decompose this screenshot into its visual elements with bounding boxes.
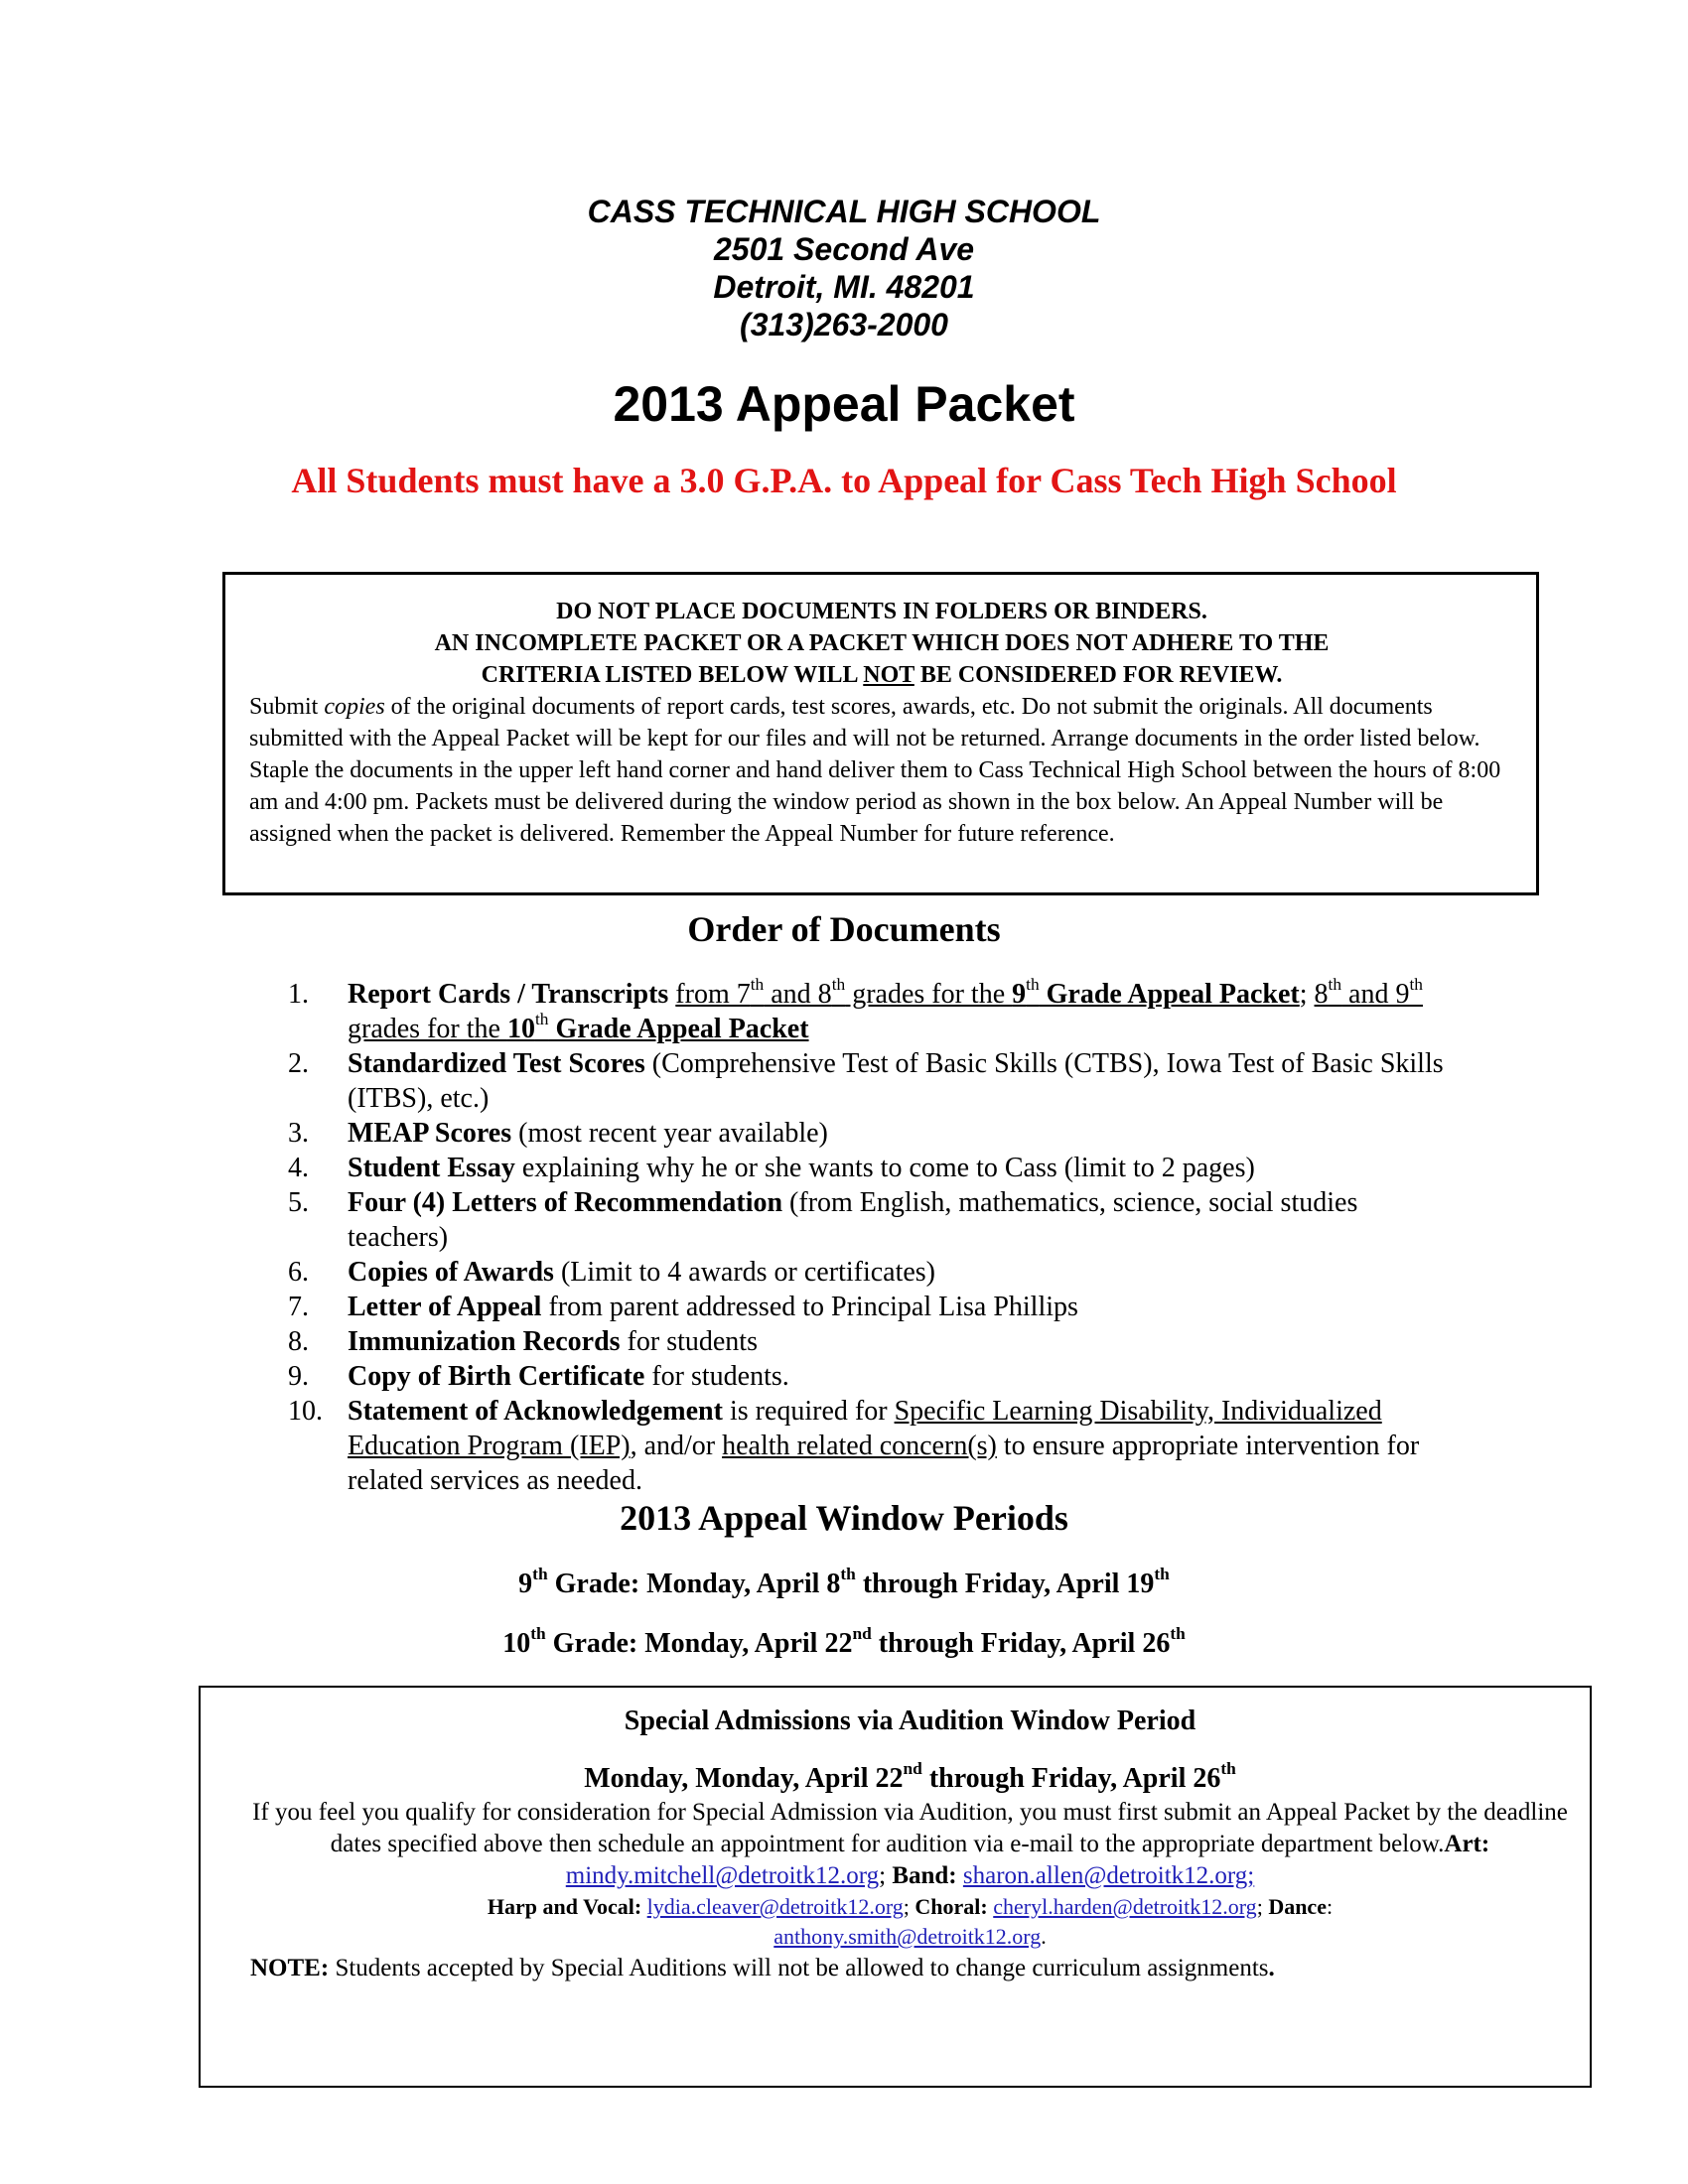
item-text: (Limit to 4 awards or certificates) — [553, 1257, 936, 1288]
list-item — [288, 1324, 1460, 1359]
choral-email-link[interactable]: cheryl.harden@detroitk12.org — [993, 1894, 1257, 1919]
item-text: (from English, mathematics, science, social studies teachers) — [348, 1187, 1358, 1253]
text: grades for the — [348, 1014, 507, 1044]
note-end: . — [1268, 1955, 1275, 1981]
grade9-window — [0, 1567, 1688, 1602]
text: from 7 — [675, 979, 751, 1010]
item-title: MEAP Scores — [348, 1118, 512, 1149]
item-number: 6. — [288, 1257, 309, 1288]
text: and 9 — [1341, 979, 1410, 1010]
band-label: Band: — [892, 1862, 957, 1889]
item-text: for students. — [644, 1361, 789, 1392]
art-label: Art: — [1444, 1831, 1490, 1857]
item-text: (Comprehensive Test of Basic Skills (CTBS), Iowa Test of Basic Skills (ITBS), etc.) — [348, 1048, 1444, 1114]
item-text: is required for — [722, 1396, 895, 1427]
list-item — [288, 1046, 1460, 1116]
item-underlined: health related concern(s) — [722, 1431, 997, 1461]
page-title: 2013 Appeal Packet — [613, 376, 1075, 432]
bold: 10 — [506, 1014, 535, 1044]
text: 9 — [518, 1569, 533, 1599]
item-number: 10. — [288, 1396, 323, 1427]
note-label: NOTE: — [250, 1955, 330, 1981]
item-title: Student Essay — [348, 1153, 515, 1183]
list-item — [288, 1151, 1460, 1185]
item-title: Letter of Appeal — [348, 1292, 542, 1322]
gpa-requirement: All Students must have a 3.0 G.P.A. to Appeal for Cass Tech High School — [291, 461, 1397, 500]
list-item — [288, 1116, 1460, 1151]
text: 8 — [1314, 979, 1329, 1010]
sup: th — [1328, 975, 1342, 995]
list-item — [288, 1290, 1460, 1324]
text: 10 — [502, 1628, 531, 1659]
warning-text-a: CRITERIA LISTED BELOW WILL — [481, 662, 864, 688]
item-number: 2. — [288, 1048, 309, 1079]
warning-line-1: DO NOT PLACE DOCUMENTS IN FOLDERS OR BINDERS. — [556, 599, 1207, 624]
band-email-link[interactable]: sharon.allen@detroitk12.org; — [962, 1862, 1255, 1889]
body-text-b: of the original documents of report cards, test scores, awards, etc. Do not submit the originals. All documents submitted with the Appeal Packet will be kept for our files and will not be returned. Arrange documents in the order listed below. Staple the documents in the upper left hand corner and hand deliver them to Cass Technical High School between the hours of 8:00 am and 4:00 pm. Packets must be delivered during the window period as shown in the box below. An Appeal Number will be assigned when the packet is delivered. Remember the Appeal Number for future reference. — [249, 694, 1501, 847]
sup: th — [1220, 1759, 1236, 1779]
school-name: CASS TECHNICAL HIGH SCHOOL — [587, 194, 1101, 229]
text: If you feel you qualify for consideration for Special Admission via Audition, you must first submit an Appeal Packet by the deadline dates specified above then schedule an appointment for audition via e-mail to the appropriate department below. — [252, 1799, 1568, 1857]
item-title: Copy of Birth Certificate — [348, 1361, 645, 1392]
school-phone: (313)263-2000 — [740, 307, 948, 342]
text: and 8 — [764, 979, 832, 1010]
warning-line-2: AN INCOMPLETE PACKET OR A PACKET WHICH DOES NOT ADHERE TO THE — [434, 630, 1330, 656]
audition-contacts: Harp and Vocal: lydia.cleaver@detroitk12.org; Choral: cheryl.harden@detroitk12.org; Dance: anthony.smith@detroitk12.org. — [487, 1894, 1334, 1949]
item-number: 9. — [288, 1361, 309, 1392]
item-text: explaining why he or she wants to come to Cass (limit to 2 pages) — [514, 1153, 1255, 1183]
list-item — [288, 1359, 1460, 1394]
dance-label: Dance — [1268, 1894, 1327, 1919]
school-city: Detroit, MI. 48201 — [713, 269, 975, 305]
audition-box — [199, 1686, 1592, 2088]
text: ; — [1299, 979, 1315, 1010]
list-item — [288, 1394, 1460, 1498]
art-email-link[interactable]: mindy.mitchell@detroitk12.org — [565, 1862, 880, 1889]
harp-email-link[interactable]: lydia.cleaver@detroitk12.org — [646, 1894, 904, 1919]
sup: th — [1026, 975, 1040, 995]
dance-email-link[interactable]: anthony.smith@detroitk12.org — [774, 1924, 1042, 1949]
sup: th — [1154, 1565, 1170, 1584]
text: through Friday, April 19 — [855, 1569, 1155, 1599]
sup: th — [530, 1624, 546, 1644]
audition-note — [250, 1952, 1570, 1985]
choral-label: Choral: — [914, 1894, 988, 1919]
note-text: Students accepted by Special Auditions will not be allowed to change curriculum assignments — [329, 1955, 1269, 1981]
sup: th — [840, 1565, 856, 1584]
list-item — [288, 1255, 1460, 1290]
instructions-box — [222, 572, 1539, 895]
text: grades for the — [845, 979, 1013, 1010]
sup: th — [831, 975, 846, 995]
audition-text: If you feel you qualify for consideration for Special Admission via Audition, you must first submit an Appeal Packet by the deadline dates specified above then schedule an appointment for audition via e-mail to the appropriate department below.Art: mindy.mitchell@detroitk12.org; Band: sharon.allen@detroitk12.org; — [252, 1799, 1568, 1889]
bold: 9 — [1012, 979, 1027, 1010]
text: through Friday, April 26 — [871, 1628, 1171, 1659]
documents-list — [288, 977, 1460, 1498]
text: through Friday, April 26 — [921, 1763, 1221, 1794]
harp-label: Harp and Vocal: — [487, 1894, 642, 1919]
sup: th — [534, 1010, 549, 1029]
item-title: Immunization Records — [348, 1326, 621, 1357]
warning-text-b: BE CONSIDERED FOR REVIEW. — [914, 662, 1283, 688]
text: Monday, Monday, April 22 — [584, 1763, 904, 1794]
item-title: Statement of Acknowledgement — [348, 1396, 723, 1427]
item-title: Copies of Awards — [348, 1257, 554, 1288]
school-street: 2501 Second Ave — [713, 231, 975, 267]
item-text: to ensure appropriate intervention for related services as needed. — [348, 1431, 1420, 1496]
sup: th — [1170, 1624, 1186, 1644]
warning-not: NOT — [863, 662, 914, 688]
order-heading: Order of Documents — [687, 909, 1001, 949]
item-text: for students — [620, 1326, 758, 1357]
item-number: 1. — [288, 979, 309, 1010]
sup: nd — [852, 1624, 872, 1644]
item-underlined: Specific Learning Disability, Individualized Education Program (IEP) — [348, 1396, 1382, 1461]
item-text: from parent addressed to Principal Lisa Phillips — [541, 1292, 1078, 1322]
sup: th — [750, 975, 765, 995]
item-text: , and/or — [630, 1431, 723, 1461]
item-number: 7. — [288, 1292, 309, 1322]
item1-underlined — [675, 975, 1300, 1010]
school-header — [0, 193, 1688, 343]
list-item — [288, 1185, 1460, 1255]
text: Grade: Monday, April 22 — [545, 1628, 853, 1659]
bold: Grade Appeal Packet — [1039, 979, 1300, 1010]
window-heading: 2013 Appeal Window Periods — [620, 1498, 1068, 1538]
warning-line-3 — [249, 659, 1514, 691]
body-text-a: Submit — [249, 694, 325, 720]
item-number: 8. — [288, 1326, 309, 1357]
audition-title: Special Admissions via Audition Window Period — [624, 1706, 1196, 1736]
item-title: Report Cards / Transcripts — [348, 979, 669, 1010]
item-text: (most recent year available) — [511, 1118, 828, 1149]
item-number: 3. — [288, 1118, 309, 1149]
item-title: Standardized Test Scores — [348, 1048, 645, 1079]
list-item — [288, 977, 1460, 1046]
sup: th — [1409, 975, 1423, 995]
instructions-body — [249, 691, 1514, 850]
body-copies: copies — [324, 694, 385, 720]
sup: nd — [903, 1759, 922, 1779]
item-number: 4. — [288, 1153, 309, 1183]
bold: Grade Appeal Packet — [548, 1014, 809, 1044]
item-title: Four (4) Letters of Recommendation — [348, 1187, 783, 1218]
text: Grade: Monday, April 8 — [547, 1569, 841, 1599]
sup: th — [532, 1565, 548, 1584]
audition-dates — [250, 1761, 1570, 1797]
grade10-window — [0, 1626, 1688, 1662]
item-number: 5. — [288, 1187, 309, 1218]
